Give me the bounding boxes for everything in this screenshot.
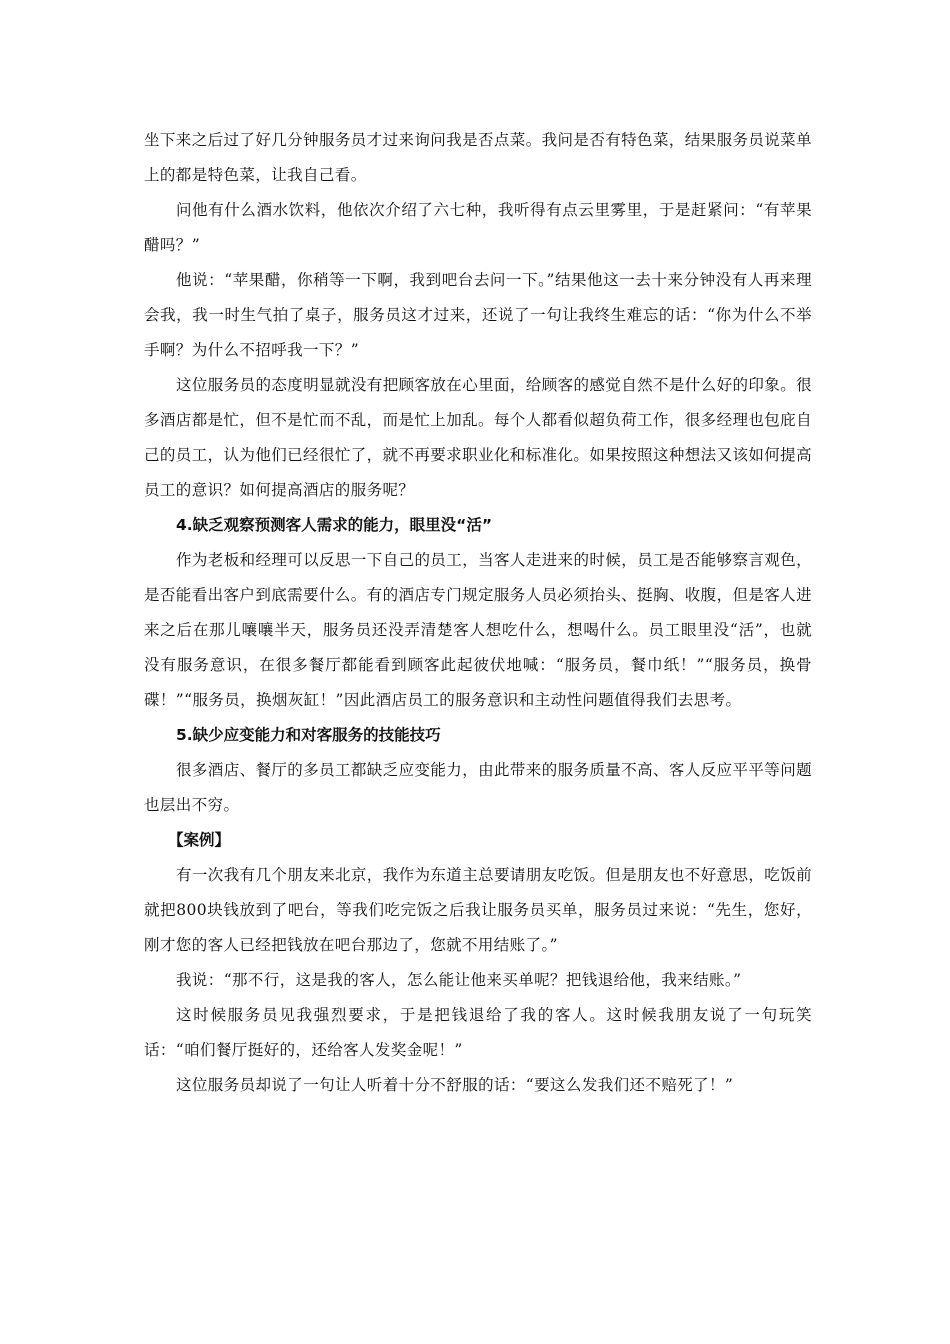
paragraph: 我说：“那不行，这是我的客人，怎么能让他来买单呢？把钱退给他，我来结账。” [176,971,742,989]
section-heading: 5.缺少应变能力和对客服务的技能技巧 [176,726,441,744]
paragraph: 这位服务员却说了一句让人听着十分不舒服的话：“要这么发我们还不赔死了！” [176,1076,734,1094]
case-label: 【案例】 [168,831,231,849]
paragraph: 问他有什么酒水饮料，他依次介绍了六七种，我听得有点云里雾里，于是赶紧问：“有苹果醋吗？” [144,201,812,254]
paragraph: 这位服务员的态度明显就没有把顾客放在心里面，给顾客的感觉自然不是什么好的印象。很多酒店都是忙，但不是忙而不乱，而是忙上加乱。每个人都看似超负荷工作，很多经理也包庇自己的员工，认为他们已经很忙了，就不再要求职业化和标准化。如果按照这种想法又该如何提高员工的意识？如何提高酒店的服务呢？ [144,376,813,499]
document-body [144,123,812,1103]
section-heading: 4.缺乏观察预测客人需求的能力，眼里没“活” [176,516,493,534]
paragraph: 坐下来之后过了好几分钟服务员才过来询问我是否点菜。我问是否有特色菜，结果服务员说菜单上的都是特色菜，让我自己看。 [144,131,812,184]
paragraph: 作为老板和经理可以反思一下自己的员工，当客人走进来的时候，员工是否能够察言观色，是否能看出客户到底需要什么。有的酒店专门规定服务人员必须抬头、挺胸、收腹，但是客人进来之后在那儿嚷嚷半天，服务员还没弄清楚客人想吃什么，想喝什么。员工眼里没“活”，也就没有服务意识，在很多餐厅都能看到顾客此起彼伏地喊：“服务员，餐巾纸！”“服务员，换骨碟！”“服务员，换烟灰缸！”因此酒店员工的服务意识和主动性问题值得我们去思考。 [144,551,813,709]
paragraph: 很多酒店、餐厅的多员工都缺乏应变能力，由此带来的服务质量不高、客人反应平平等问题也层出不穷。 [144,761,813,814]
paragraph: 这时候服务员见我强烈要求，于是把钱退给了我的客人。这时候我朋友说了一句玩笑话：“咱们餐厅挺好的，还给客人发奖金呢！” [144,1006,812,1059]
paragraph: 他说：“苹果醋，你稍等一下啊，我到吧台去问一下。”结果他这一去十来分钟没有人再来理会我，我一时生气拍了桌子，服务员这才过来，还说了一句让我终生难忘的话：“你为什么不举手啊？为什么不招呼我一下？” [144,271,812,359]
paragraph: 有一次我有几个朋友来北京，我作为东道主总要请朋友吃饭。但是朋友也不好意思，吃饭前就把800块钱放到了吧台，等我们吃完饭之后我让服务员买单，服务员过来说：“先生，您好，刚才您的客人已经把钱放在吧台那边了，您就不用结账了。” [144,866,813,954]
